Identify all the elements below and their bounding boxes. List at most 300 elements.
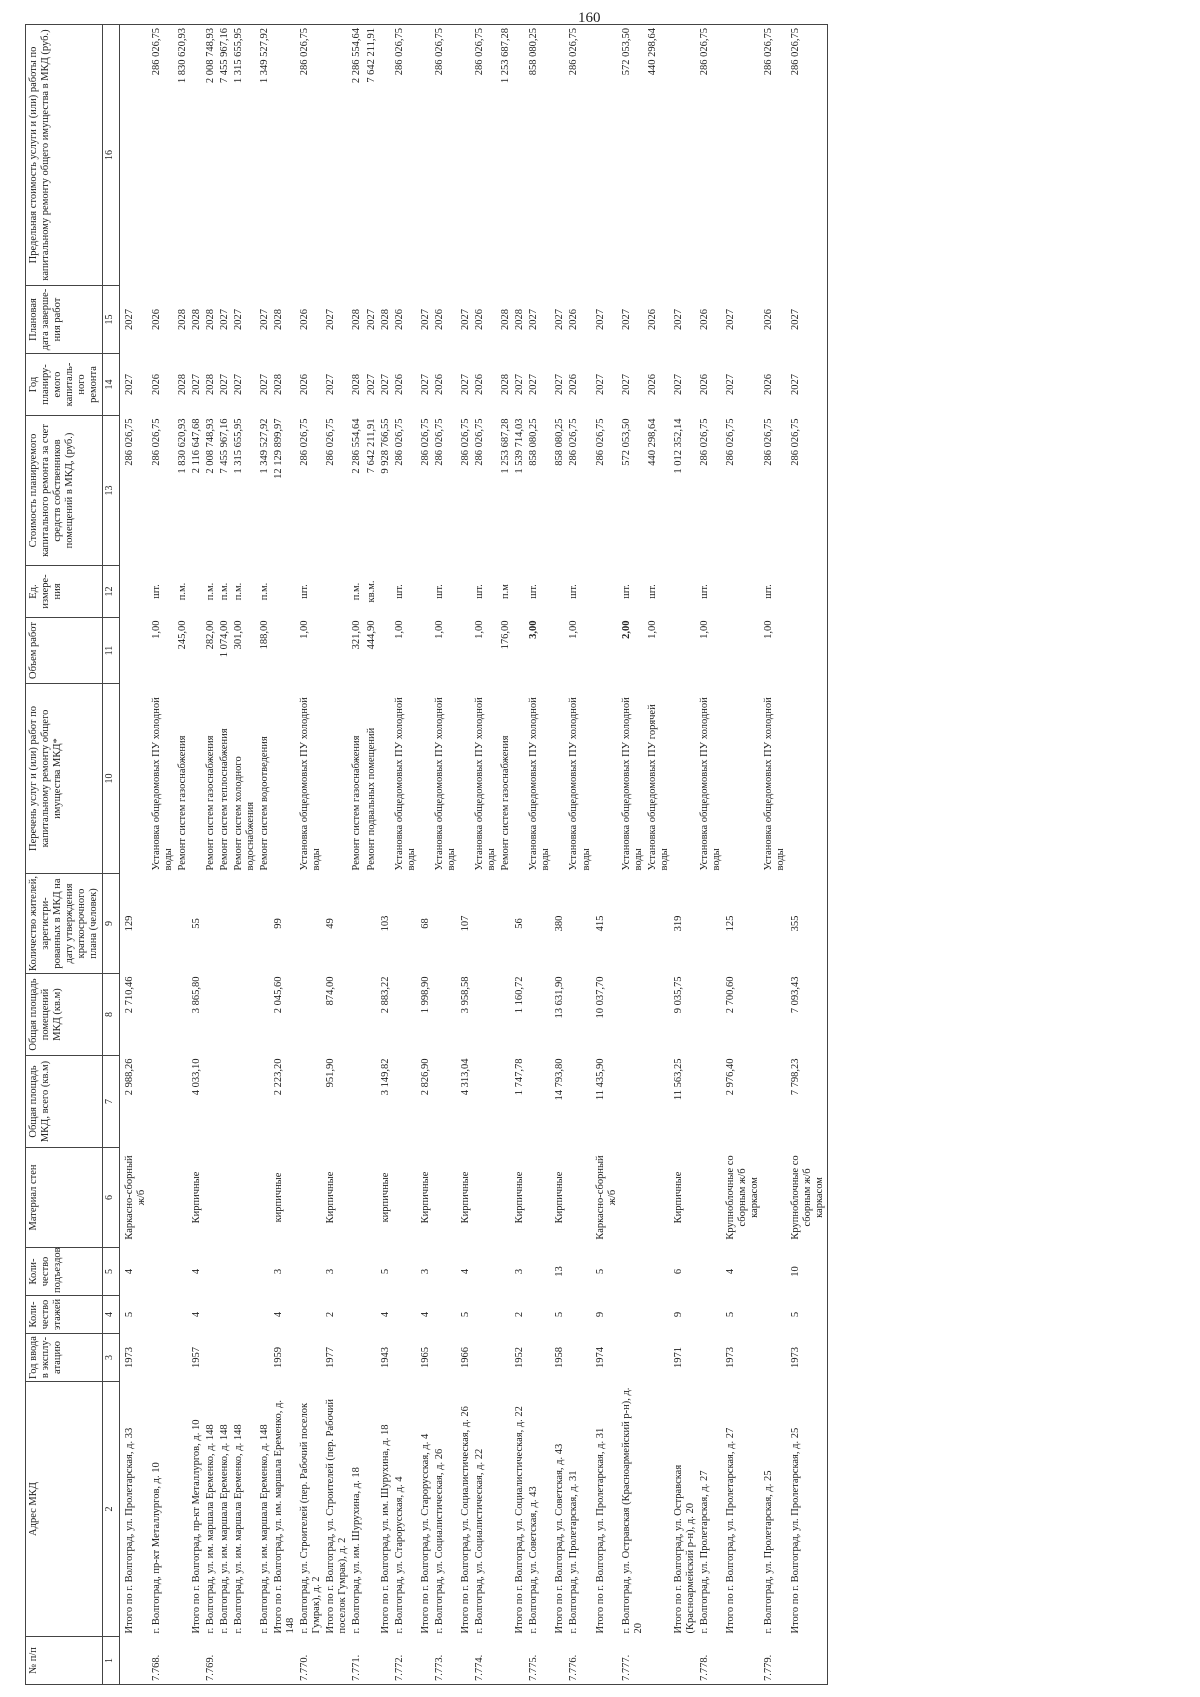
table-cell (190, 25, 204, 286)
table-cell (365, 1334, 379, 1382)
table-cell: 9 035,75 (672, 976, 684, 1014)
table-cell (393, 874, 419, 974)
table-cell (594, 684, 620, 874)
table-row (473, 25, 499, 1685)
table-cell: 1974 (594, 1347, 606, 1368)
table-row (724, 25, 762, 1685)
table-cell: 874,00 (325, 976, 337, 1006)
table-cell: 1 539 714,03 (514, 418, 526, 474)
table-cell: 6 (672, 1268, 684, 1275)
table-cell: 2027 (554, 309, 566, 330)
table-cell: 1 253 687,28 (500, 418, 512, 474)
table-cell: 4 033,10 (190, 1058, 202, 1096)
table-cell: 1,00 (150, 620, 162, 639)
table-cell: 286 026,75 (762, 25, 788, 286)
table-cell: 1965 (419, 1347, 431, 1368)
table-cell: г. Волгоград, ул. Строителей (пер. Рабочий поселок Гумрак), д. 2 (299, 1402, 323, 1634)
table-cell (218, 974, 232, 1056)
rotated-table-wrapper (25, 25, 1175, 1685)
table-cell (379, 566, 393, 618)
table-cell: 99 (273, 918, 285, 929)
table-cell (232, 1148, 258, 1248)
table-cell: 1959 (273, 1347, 285, 1368)
table-cell: Кирпичные (554, 1171, 566, 1224)
table-cell: 2027 (259, 374, 270, 395)
table-cell: 107 (459, 915, 471, 932)
table-cell (204, 1248, 218, 1296)
table-cell: Крупноблочные со сборным ж/б каркасом (725, 1155, 761, 1240)
table-row (150, 25, 176, 1685)
table-cell (298, 974, 324, 1056)
table-cell: п.м. (351, 582, 363, 601)
table-cell: 5 (124, 1311, 136, 1318)
table-cell: 4 (459, 1268, 471, 1275)
table-cell: 380 (554, 915, 566, 932)
table-cell: п.м. (232, 582, 244, 601)
table-cell: шт. (568, 584, 580, 599)
table-cell: 301,00 (232, 620, 244, 650)
table-row (459, 25, 473, 1685)
table-cell (527, 974, 553, 1056)
table-cell (272, 684, 298, 874)
table-cell (513, 684, 527, 874)
table-cell (527, 1248, 553, 1296)
table-cell: 245,00 (176, 620, 188, 650)
table-cell (258, 1296, 272, 1334)
table-cell: 5 (459, 1311, 471, 1318)
table-cell: 7.770. (298, 1637, 324, 1685)
table-cell (527, 1056, 553, 1148)
table-cell (646, 974, 672, 1056)
table-cell (120, 566, 150, 618)
column-number: 2 (103, 1382, 120, 1637)
table-cell: Итого по г. Волгоград, ул. им. Шурухина, д. 18 (379, 1424, 391, 1634)
table-cell (324, 25, 350, 286)
table-cell: 286 026,75 (474, 418, 485, 466)
table-cell: 7.769. (204, 1637, 218, 1685)
table-cell (272, 25, 298, 286)
table-cell: 286 026,75 (433, 418, 445, 466)
table-cell: 1977 (325, 1347, 337, 1368)
table-cell (567, 1296, 593, 1334)
table-cell: 3 (514, 1268, 526, 1275)
table-row (324, 25, 350, 1685)
column-number: 7 (103, 1056, 120, 1148)
table-cell (350, 1334, 364, 1382)
table-cell (724, 618, 762, 684)
table-cell (433, 1296, 459, 1334)
table-cell: 5 (725, 1311, 737, 1318)
table-cell: 2027 (789, 354, 828, 416)
table-cell (176, 874, 190, 974)
table-cell: Кирпичные (514, 1171, 526, 1224)
table-cell (762, 1148, 788, 1248)
table-cell (513, 1637, 527, 1685)
table-cell: 1,00 (699, 620, 711, 639)
table-cell: 286 026,75 (789, 25, 828, 286)
table-cell (527, 1148, 553, 1248)
table-cell: 2028 (176, 374, 188, 395)
table-cell: 286 026,75 (763, 418, 775, 466)
table-cell (350, 974, 364, 1056)
table-cell (620, 1148, 646, 1248)
table-cell: 4 313,04 (459, 1058, 471, 1096)
table-cell (513, 25, 527, 286)
table-cell: 4 (725, 1268, 737, 1275)
table-cell: 14 793,80 (554, 1058, 566, 1101)
table-cell: Установка общедомовых ПУ холодной воды (568, 697, 592, 871)
column-header: Стоимость планируемого капитального ремонта за счет средств собственников помещений в МКД, (руб.) (26, 416, 103, 566)
table-cell (272, 566, 298, 618)
table-cell: 2027 (419, 309, 431, 330)
table-cell (499, 1334, 513, 1382)
table-cell: 2 700,60 (725, 976, 737, 1014)
table-cell: 2027 (190, 374, 202, 395)
table-cell (672, 684, 698, 874)
table-cell (258, 1148, 272, 1248)
table-cell: 56 (514, 918, 526, 929)
column-number: 8 (103, 974, 120, 1056)
table-cell: 2 710,46 (124, 976, 136, 1014)
table-cell (324, 566, 350, 618)
table-cell: 1,00 (393, 620, 405, 639)
table-row (365, 25, 379, 1685)
table-cell: 7.777. (620, 1637, 646, 1685)
table-cell (724, 25, 762, 286)
table-cell: Итого по г. Волгоград, ул. Старорусская, д. 4 (419, 1433, 431, 1634)
table-cell: 444,90 (365, 620, 377, 650)
table-cell: 2 988,26 (124, 1058, 136, 1096)
table-cell (258, 1334, 272, 1382)
table-cell (298, 1148, 324, 1248)
table-cell: 1 349 527,92 (258, 25, 272, 286)
table-cell: 2026 (433, 309, 445, 330)
table-cell: шт. (646, 584, 658, 599)
table-cell: Ремонт подвальных помещений (365, 727, 377, 871)
column-header: Предельная стоимость услуги и (или) работы по капитальному ремонту общего имущества в МКД (руб.) (26, 25, 103, 286)
table-cell (324, 618, 350, 684)
table-cell: Ремонт систем холодного водоснабжения (232, 756, 256, 871)
table-row (298, 25, 324, 1685)
table-cell (499, 874, 513, 974)
table-cell (365, 1637, 379, 1685)
table-cell: 3 149,82 (379, 1058, 391, 1096)
table-cell (218, 1248, 232, 1296)
table-row (433, 25, 459, 1685)
table-cell: Итого по г. Волгоград, ул. им. маршала Еременко, д. 148 (273, 1400, 297, 1634)
table-cell (419, 566, 433, 618)
table-cell (567, 1148, 593, 1248)
table-cell (176, 1334, 190, 1382)
table-cell (379, 25, 393, 286)
table-cell: г. Волгоград, ул. Пролетарская, д. 27 (699, 1470, 711, 1634)
table-cell (190, 618, 204, 684)
table-cell: 286 026,75 (150, 418, 162, 466)
table-cell: шт. (699, 584, 711, 599)
table-cell: 1943 (379, 1347, 391, 1368)
table-cell: 1 253 687,28 (499, 25, 513, 286)
table-cell (473, 1296, 499, 1334)
table-cell: 2026 (474, 309, 485, 330)
table-cell: Итого по г. Волгоград, ул. Строителей (пер. Рабочий поселок Гумрак), д. 2 (325, 1398, 349, 1634)
table-cell: 2026 (299, 309, 311, 330)
table-cell: 7.779. (762, 1637, 788, 1685)
table-cell: 7.778. (698, 1637, 724, 1685)
table-cell (393, 974, 419, 1056)
table-cell (232, 1334, 258, 1382)
table-cell: Каркасно-сборный ж/б (124, 1155, 148, 1240)
table-cell (499, 1056, 513, 1148)
table-cell: 1,00 (299, 620, 311, 639)
table-cell: 2027 (124, 309, 136, 330)
table-cell: 2028 (514, 309, 526, 330)
table-cell: шт. (763, 584, 775, 599)
table-cell: 2027 (554, 374, 566, 395)
table-cell: шт. (620, 584, 632, 599)
table-row (218, 25, 232, 1685)
table-cell (176, 974, 190, 1056)
table-cell: Ремонт систем водоотведения (259, 736, 270, 871)
table-cell (527, 1334, 553, 1382)
table-cell: Установка общедомовых ПУ холодной воды (433, 697, 457, 871)
table-cell: 2026 (150, 309, 162, 330)
table-cell: 176,00 (500, 620, 512, 650)
table-cell (672, 1637, 698, 1685)
table-cell: 2028 (204, 309, 216, 330)
table-cell: 2027 (672, 374, 684, 395)
table-cell (567, 874, 593, 974)
table-cell: кирпичные (273, 1172, 285, 1223)
table-cell: 4 (273, 1311, 285, 1318)
table-cell (393, 1334, 419, 1382)
table-cell: 2026 (150, 374, 162, 395)
table-cell (646, 874, 672, 974)
table-cell: Крупноблочные со сборным ж/б каркасом (789, 1148, 828, 1248)
column-number: 16 (103, 25, 120, 286)
table-cell (120, 25, 150, 286)
table-cell: кв.м. (365, 580, 377, 603)
table-cell: 286 026,75 (699, 418, 711, 466)
table-cell: Ремонт систем газоснабжения (500, 735, 512, 871)
table-cell: 5 (789, 1296, 828, 1334)
table-cell: Кирпичные (459, 1171, 471, 1224)
table-cell: Установка общедомовых ПУ холодной воды (150, 697, 174, 871)
table-cell: Установка общедомовых ПУ холодной воды (528, 697, 552, 871)
table-cell (232, 1296, 258, 1334)
table-cell: 858 080,25 (527, 25, 553, 286)
table-cell (204, 1056, 218, 1148)
table-cell: Кирпичные (419, 1171, 431, 1224)
table-cell: 2026 (646, 374, 658, 395)
table-row (620, 25, 646, 1685)
table-cell: 286 026,75 (459, 418, 471, 466)
table-cell: 286 026,75 (298, 25, 324, 286)
table-cell: 2 976,40 (725, 1058, 737, 1096)
table-cell: г. Волгоград, пр-кт Металлургов, д. 10 (150, 1462, 162, 1634)
table-cell (258, 1248, 272, 1296)
table-cell: г. Волгоград, ул. Советская, д. 43 (528, 1486, 540, 1634)
table-cell (698, 1248, 724, 1296)
column-header: Год планиру-емого капиталь-ного ремонта (26, 354, 103, 416)
table-cell: 7 455 967,16 (218, 418, 230, 474)
table-cell: 572 053,50 (620, 418, 632, 466)
table-cell: 2027 (528, 374, 540, 395)
table-cell (499, 1296, 513, 1334)
table-cell: Итого по г. Волгоград, ул. Пролетарская, д. 27 (725, 1427, 737, 1634)
table-cell: 11 563,25 (672, 1058, 684, 1101)
column-number: 14 (103, 354, 120, 416)
table-cell (232, 1056, 258, 1148)
table-cell: 1957 (190, 1347, 202, 1368)
table-cell (365, 1248, 379, 1296)
table-cell: 1952 (514, 1347, 526, 1368)
table-row (513, 25, 527, 1685)
table-cell (120, 1637, 150, 1685)
column-number-row (103, 25, 120, 1685)
table-cell: 3 (273, 1268, 285, 1275)
table-cell (190, 566, 204, 618)
table-row (176, 25, 190, 1685)
table-cell (499, 1248, 513, 1296)
table-cell (646, 1334, 672, 1382)
table-cell: 2027 (365, 374, 377, 395)
table-row (258, 25, 272, 1685)
table-cell (433, 974, 459, 1056)
column-header: Материал стен (26, 1148, 103, 1248)
table-cell (150, 1296, 176, 1334)
table-cell (393, 1248, 419, 1296)
table-cell: г. Волгоград, ул. Остравская (Красноармейский р-н), д. 20 (620, 1387, 644, 1634)
table-cell (324, 1637, 350, 1685)
table-cell: шт. (299, 584, 311, 599)
table-cell: Кирпичные (325, 1171, 337, 1224)
table-cell (150, 1334, 176, 1382)
table-cell: 2027 (232, 309, 244, 330)
column-number: 13 (103, 416, 120, 566)
table-cell: 319 (672, 915, 684, 932)
table-cell: 9 928 766,55 (379, 418, 391, 474)
table-cell: 12 129 899,97 (273, 418, 285, 479)
table-cell: п.м (500, 584, 512, 599)
table-cell: 2 (514, 1311, 526, 1318)
column-header: Ед. измере-ния (26, 566, 103, 618)
table-cell: 55 (190, 918, 202, 929)
table-cell: 2027 (672, 309, 684, 330)
table-cell (646, 1296, 672, 1334)
table-cell: 2026 (646, 309, 658, 330)
table-cell: шт. (528, 584, 540, 599)
table-cell (350, 874, 364, 974)
table-cell: 2028 (379, 309, 391, 330)
table-cell: 286 026,75 (789, 416, 828, 566)
table-cell: 7 642 211,91 (365, 25, 379, 286)
table-cell: 2027 (789, 286, 828, 354)
table-cell: 2027 (124, 374, 136, 395)
table-cell (789, 566, 828, 618)
table-cell: Итого по г. Волгоград, ул. Пролетарская, д. 25 (789, 1382, 828, 1637)
table-cell: 321,00 (351, 620, 363, 650)
table-cell (698, 974, 724, 1056)
table-cell (473, 1056, 499, 1148)
table-cell (762, 1056, 788, 1148)
table-cell: г. Волгоград, ул. им. маршала Еременко, д. 148 (204, 1424, 216, 1634)
table-cell (350, 1148, 364, 1248)
repair-plan-table (25, 24, 828, 1685)
table-cell: 7.775. (527, 1637, 553, 1685)
table-cell: 286 026,75 (473, 25, 499, 286)
table-cell: 1 012 352,14 (672, 418, 684, 474)
table-cell: 1973 (789, 1334, 828, 1382)
table-cell: 2027 (620, 309, 632, 330)
table-cell: 2027 (459, 374, 471, 395)
table-cell: Установка общедомовых ПУ холодной воды (620, 697, 644, 871)
table-cell (365, 1296, 379, 1334)
table-cell (298, 1248, 324, 1296)
table-cell (567, 1248, 593, 1296)
table-cell (176, 1056, 190, 1148)
table-cell: Каркасно-сборный ж/б (594, 1155, 618, 1240)
table-cell (553, 566, 567, 618)
table-cell: 572 053,50 (620, 25, 646, 286)
table-cell (762, 874, 788, 974)
table-cell (698, 1296, 724, 1334)
table-cell: Ремонт систем теплоснабжения (218, 728, 230, 871)
table-cell: 2027 (259, 309, 270, 330)
table-cell: 2027 (325, 374, 337, 395)
table-cell: Установка общедомовых ПУ холодной воды (393, 697, 417, 871)
table-cell: 4 (190, 1268, 202, 1275)
table-cell: 7.774. (473, 1637, 499, 1685)
table-cell: г. Волгоград, ул. Социалистическая, д. 26 (433, 1448, 445, 1634)
table-cell: г. Волгоград, ул. им. маршала Еременко, д. 148 (259, 1424, 270, 1634)
table-cell (379, 1637, 393, 1685)
table-cell: 4 (190, 1311, 202, 1318)
table-cell (232, 1637, 258, 1685)
column-header: Общая площадь помещений МКД (кв.м) (26, 974, 103, 1056)
table-row (698, 25, 724, 1685)
table-cell: 3 (419, 1268, 431, 1275)
table-cell: 440 298,64 (646, 25, 672, 286)
table-cell: 1 998,90 (419, 976, 431, 1014)
table-cell (646, 1148, 672, 1248)
table-cell (365, 874, 379, 974)
table-cell: 2027 (218, 309, 230, 330)
column-header: Объем работ (26, 618, 103, 684)
table-cell: 2026 (699, 374, 711, 395)
table-cell: г. Волгоград, ул. Социалистическая, д. 22 (474, 1448, 485, 1634)
table-cell (433, 1056, 459, 1148)
table-cell (204, 974, 218, 1056)
table-cell (473, 1148, 499, 1248)
table-cell: 2 008 748,93 (204, 418, 216, 474)
table-cell (218, 874, 232, 974)
table-cell (620, 1056, 646, 1148)
table-cell: Кирпичные (190, 1171, 202, 1224)
table-cell: 188,00 (259, 620, 270, 650)
table-cell: 1 830 620,93 (176, 25, 190, 286)
table-cell (218, 1296, 232, 1334)
table-cell (298, 1056, 324, 1148)
table-cell (499, 1148, 513, 1248)
table-cell: 103 (379, 915, 391, 932)
table-row (672, 25, 698, 1685)
table-cell (553, 25, 567, 286)
table-cell (218, 1334, 232, 1382)
page-number: 160 (578, 10, 601, 26)
table-cell (724, 1637, 762, 1685)
table-cell: 2 (325, 1311, 337, 1318)
table-cell (204, 1296, 218, 1334)
